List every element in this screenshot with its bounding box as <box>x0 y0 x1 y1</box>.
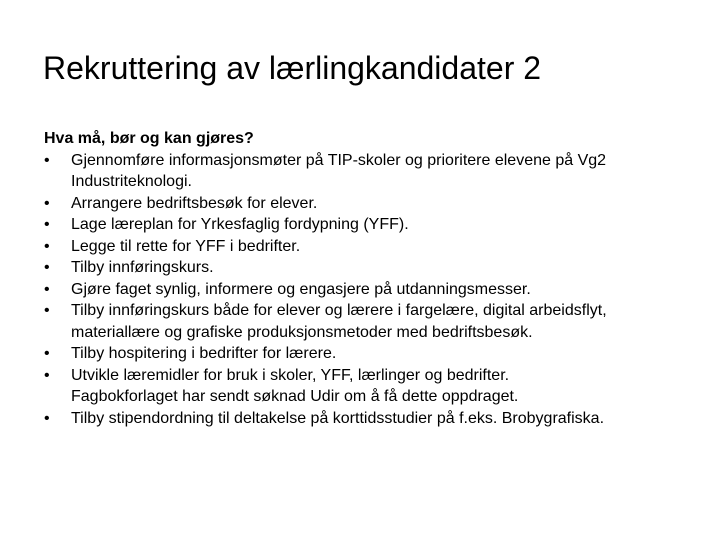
list-item-text: Gjøre faget synlig, informere og engasjere på utdanningsmesser. <box>71 280 531 298</box>
list-item <box>44 365 694 408</box>
list-item <box>44 343 694 365</box>
list-item-text: Tilby hospitering i bedrifter for lærere. <box>71 345 337 362</box>
list-item-text: Fagbokforlaget har sendt søknad Udir om å få dette oppdraget. <box>71 388 519 405</box>
list-item-text: Utvikle læremidler for bruk i skoler, YFF, lærlinger og bedrifter. <box>71 366 510 384</box>
bullet-dot-icon: • <box>44 345 50 362</box>
bullet-list <box>44 150 694 430</box>
slide-title: Rekruttering av lærlingkandidater 2 <box>43 50 542 86</box>
list-item-text: Tilby stipendordning til deltakelse på korttidsstudier på f.eks. Brobygrafiska. <box>71 409 605 427</box>
bullet-dot-icon: • <box>44 409 50 427</box>
slide-body <box>44 128 694 429</box>
list-item-text: Legge til rette for YFF i bedrifter. <box>71 237 301 255</box>
bullet-dot-icon: • <box>44 302 50 319</box>
list-item <box>44 150 694 193</box>
bullet-dot-icon: • <box>44 194 50 212</box>
list-item <box>44 236 694 258</box>
list-item-text: Gjennomføre informasjonsmøter på TIP-skoler og prioritere elevene på Vg2 <box>71 151 607 169</box>
list-item <box>44 214 694 236</box>
bullet-dot-icon: • <box>44 216 50 233</box>
list-item-text: Industriteknologi. <box>71 173 192 190</box>
list-item <box>44 193 694 215</box>
bullet-dot-icon: • <box>44 151 50 169</box>
list-item <box>44 408 694 430</box>
list-item-text: Lage læreplan for Yrkesfaglig fordypning (YFF). <box>71 216 409 233</box>
list-item-text: Arrangere bedriftsbesøk for elever. <box>71 194 318 212</box>
bullet-dot-icon: • <box>44 366 50 384</box>
bullet-dot-icon: • <box>44 237 50 255</box>
subheading: Hva må, bør og kan gjøres? <box>44 130 254 147</box>
bullet-dot-icon: • <box>44 280 50 298</box>
list-item-text: Tilby innføringskurs både for elever og lærere i fargelære, digital arbeidsflyt, <box>71 302 607 319</box>
list-item-text: Tilby innføringskurs. <box>71 259 214 276</box>
list-item <box>44 279 694 301</box>
list-item-text: materiallære og grafiske produksjonsmetoder med bedriftsbesøk. <box>71 323 533 341</box>
list-item <box>44 300 694 343</box>
list-item <box>44 257 694 279</box>
bullet-dot-icon: • <box>44 259 50 276</box>
